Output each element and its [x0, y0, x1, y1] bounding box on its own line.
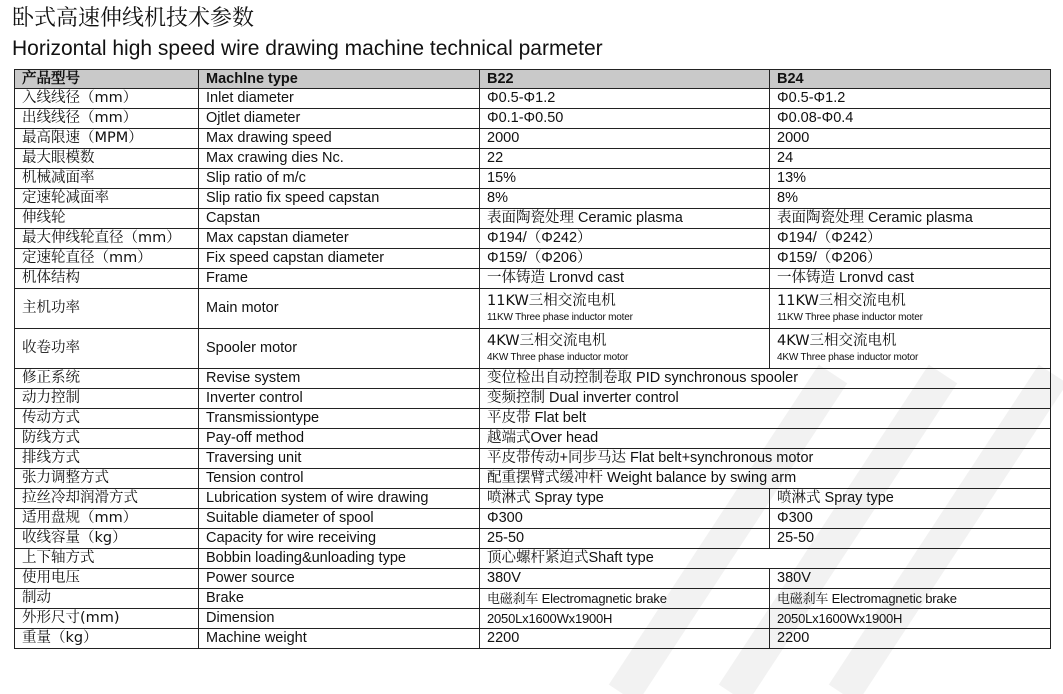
- shared-value: 平皮带传动+同步马达 Flat belt+synchronous motor: [480, 449, 1051, 469]
- row-label-cn: 修正系统: [15, 369, 199, 389]
- row-label-cn: 张力调整方式: [15, 469, 199, 489]
- row-label-cn: 拉丝冷却润滑方式: [15, 489, 199, 509]
- row-label-cn: 最高限速（MPM）: [15, 129, 199, 149]
- header-cn: 产品型号: [15, 70, 199, 89]
- row-label-en: Max capstan diameter: [199, 229, 480, 249]
- b24-value: 8%: [770, 189, 1051, 209]
- b22-value: 380V: [480, 569, 770, 589]
- row-label-cn: 定速轮直径（mm）: [15, 249, 199, 269]
- b22-value-line1: 11KW三相交流电机: [487, 293, 616, 309]
- table-row: [15, 189, 1051, 209]
- b22-value: [480, 289, 770, 329]
- b22-value: 一体铸造 Lronvd cast: [480, 269, 770, 289]
- table-row: [15, 509, 1051, 529]
- b24-value-line1: 11KW三相交流电机: [777, 293, 906, 309]
- b24-value: 喷淋式 Spray type: [770, 489, 1051, 509]
- row-label-en: Capacity for wire receiving: [199, 529, 480, 549]
- b24-value: Φ0.5-Φ1.2: [770, 89, 1051, 109]
- table-row: [15, 469, 1051, 489]
- row-label-en: Slip ratio fix speed capstan: [199, 189, 480, 209]
- table-row: [15, 369, 1051, 389]
- table-row: [15, 629, 1051, 649]
- row-label-cn: 伸线轮: [15, 209, 199, 229]
- row-label-cn: 制动: [15, 589, 199, 609]
- b24-value: Φ194/（Φ242）: [770, 229, 1051, 249]
- row-label-cn: 适用盘规（mm）: [15, 509, 199, 529]
- b24-value: 24: [770, 149, 1051, 169]
- row-label-cn: 收线容量（kg）: [15, 529, 199, 549]
- row-label-cn: 传动方式: [15, 409, 199, 429]
- row-label-en: Traversing unit: [199, 449, 480, 469]
- row-label-en: Frame: [199, 269, 480, 289]
- row-label-cn: 机械减面率: [15, 169, 199, 189]
- header-en: Machlne type: [199, 70, 480, 89]
- table-row: [15, 449, 1051, 469]
- b22-value: Φ159/（Φ206）: [480, 249, 770, 269]
- page-title-cn: 卧式高速伸线机技术参数: [12, 6, 255, 31]
- table-row: [15, 149, 1051, 169]
- table-row: [15, 609, 1051, 629]
- table-row: [15, 549, 1051, 569]
- b22-value: 电磁刹车 Electromagnetic brake: [480, 589, 770, 609]
- table-row: [15, 269, 1051, 289]
- b22-value-line1: 4KW三相交流电机: [487, 333, 607, 349]
- row-label-cn: 重量（kg）: [15, 629, 199, 649]
- row-label-en: Inverter control: [199, 389, 480, 409]
- shared-value: 变频控制 Dual inverter control: [480, 389, 1051, 409]
- table-row: [15, 529, 1051, 549]
- shared-value: 平皮带 Flat belt: [480, 409, 1051, 429]
- row-label-en: Machine weight: [199, 629, 480, 649]
- row-label-cn: 定速轮减面率: [15, 189, 199, 209]
- table-row: [15, 409, 1051, 429]
- row-label-en: Ojtlet diameter: [199, 109, 480, 129]
- row-label-en: Inlet diameter: [199, 89, 480, 109]
- row-label-cn: 主机功率: [15, 289, 199, 329]
- b24-value-line2: 4KW Three phase inductor motor: [777, 352, 919, 363]
- b24-value: Φ159/（Φ206）: [770, 249, 1051, 269]
- row-label-cn: 收卷功率: [15, 329, 199, 369]
- row-label-en: Spooler motor: [199, 329, 480, 369]
- b24-value: 25-50: [770, 529, 1051, 549]
- table-row: [15, 429, 1051, 449]
- row-label-en: Tension control: [199, 469, 480, 489]
- b24-value: 一体铸造 Lronvd cast: [770, 269, 1051, 289]
- row-label-cn: 最大伸线轮直径（mm）: [15, 229, 199, 249]
- row-label-en: Bobbin loading&unloading type: [199, 549, 480, 569]
- row-label-cn: 使用电压: [15, 569, 199, 589]
- row-label-en: Max drawing speed: [199, 129, 480, 149]
- b22-value: Φ0.1-Φ0.50: [480, 109, 770, 129]
- b24-value: [770, 289, 1051, 329]
- table-row: [15, 289, 1051, 329]
- row-label-en: Power source: [199, 569, 480, 589]
- row-label-en: Max crawing dies Nc.: [199, 149, 480, 169]
- b24-value: 13%: [770, 169, 1051, 189]
- page-title-en: Horizontal high speed wire drawing machine technical parmeter: [12, 37, 603, 60]
- header-b24: B24: [770, 70, 1051, 89]
- table-row: [15, 109, 1051, 129]
- b22-value-line2: 11KW Three phase inductor moter: [487, 312, 633, 323]
- b24-value: 2200: [770, 629, 1051, 649]
- b24-value: Φ0.08-Φ0.4: [770, 109, 1051, 129]
- row-label-en: Capstan: [199, 209, 480, 229]
- table-row: [15, 589, 1051, 609]
- b22-value: 表面陶瓷处理 Ceramic plasma: [480, 209, 770, 229]
- table-row: [15, 169, 1051, 189]
- row-label-cn: 入线线径（mm）: [15, 89, 199, 109]
- table-row: [15, 489, 1051, 509]
- row-label-en: Lubrication system of wire drawing: [199, 489, 480, 509]
- header-b22: B22: [480, 70, 770, 89]
- shared-value: 配重摆臂式缓冲杆 Weight balance by swing arm: [480, 469, 1051, 489]
- b24-value: 表面陶瓷处理 Ceramic plasma: [770, 209, 1051, 229]
- row-label-en: Dimension: [199, 609, 480, 629]
- row-label-cn: 防线方式: [15, 429, 199, 449]
- table-row: [15, 249, 1051, 269]
- b22-value: 2050Lx1600Wx1900H: [480, 609, 770, 629]
- b22-value: 8%: [480, 189, 770, 209]
- b22-value: 2000: [480, 129, 770, 149]
- row-label-cn: 动力控制: [15, 389, 199, 409]
- b24-value: 2000: [770, 129, 1051, 149]
- row-label-en: Pay-off method: [199, 429, 480, 449]
- table-row: [15, 569, 1051, 589]
- b22-value: Φ194/（Φ242）: [480, 229, 770, 249]
- table-row: [15, 389, 1051, 409]
- b22-value: 22: [480, 149, 770, 169]
- row-label-cn: 出线线径（mm）: [15, 109, 199, 129]
- row-label-en: Transmissiontype: [199, 409, 480, 429]
- b24-value: [770, 329, 1051, 369]
- b22-value: Φ300: [480, 509, 770, 529]
- b22-value: 喷淋式 Spray type: [480, 489, 770, 509]
- table-row: [15, 329, 1051, 369]
- row-label-en: Suitable diameter of spool: [199, 509, 480, 529]
- b24-value: 电磁刹车 Electromagnetic brake: [770, 589, 1051, 609]
- table-header-row: [15, 70, 1051, 89]
- row-label-cn: 最大眼模数: [15, 149, 199, 169]
- spec-table: [14, 69, 1051, 649]
- row-label-en: Main motor: [199, 289, 480, 329]
- b22-value: 15%: [480, 169, 770, 189]
- row-label-en: Brake: [199, 589, 480, 609]
- row-label-cn: 机体结构: [15, 269, 199, 289]
- row-label-en: Fix speed capstan diameter: [199, 249, 480, 269]
- row-label-cn: 外形尺寸(mm): [15, 609, 199, 629]
- b22-value: 25-50: [480, 529, 770, 549]
- b22-value: Φ0.5-Φ1.2: [480, 89, 770, 109]
- b24-value: 2050Lx1600Wx1900H: [770, 609, 1051, 629]
- b24-value-line1: 4KW三相交流电机: [777, 333, 897, 349]
- b24-value-line2: 11KW Three phase inductor moter: [777, 312, 923, 323]
- shared-value: 越端式Over head: [480, 429, 1051, 449]
- row-label-en: Slip ratio of m/c: [199, 169, 480, 189]
- shared-value: 变位检出自动控制卷取 PID synchronous spooler: [480, 369, 1051, 389]
- b24-value: Φ300: [770, 509, 1051, 529]
- b22-value-line2: 4KW Three phase inductor motor: [487, 352, 629, 363]
- b24-value: 380V: [770, 569, 1051, 589]
- b22-value: 2200: [480, 629, 770, 649]
- shared-value: 顶心螺杆紧迫式Shaft type: [480, 549, 1051, 569]
- row-label-en: Revise system: [199, 369, 480, 389]
- table-row: [15, 129, 1051, 149]
- table-row: [15, 89, 1051, 109]
- table-row: [15, 209, 1051, 229]
- table-row: [15, 229, 1051, 249]
- row-label-cn: 上下轴方式: [15, 549, 199, 569]
- row-label-cn: 排线方式: [15, 449, 199, 469]
- b22-value: [480, 329, 770, 369]
